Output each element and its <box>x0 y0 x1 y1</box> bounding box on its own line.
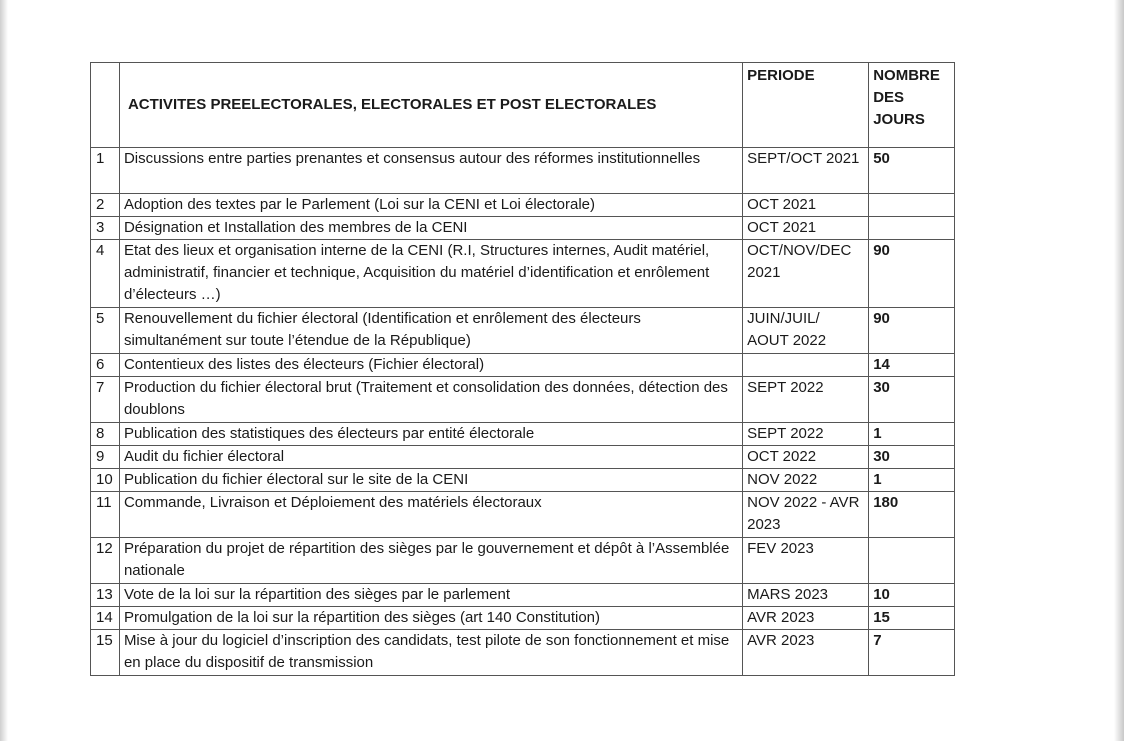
header-num-cell <box>91 63 120 148</box>
row-activity: Promulgation de la loi sur la répartition des sièges (art 140 Constitution) <box>119 607 742 630</box>
row-days: 15 <box>869 607 955 630</box>
row-activity: Discussions entre parties prenantes et consensus autour des réformes institutionnelles <box>119 148 742 194</box>
row-activity: Audit du fichier électoral <box>119 446 742 469</box>
page-edge-left <box>0 0 8 741</box>
row-days: 10 <box>869 584 955 607</box>
row-period: AVR 2023 <box>743 607 869 630</box>
row-activity: Production du fichier électoral brut (Traitement et consolidation des données, détection des doublons <box>119 377 742 423</box>
header-days-line3: JOURS <box>873 111 925 128</box>
row-number: 2 <box>91 194 120 217</box>
row-number: 8 <box>91 423 120 446</box>
row-activity: Mise à jour du logiciel d’inscription des candidats, test pilote de son fonctionnement et mise en place du dispositif de transmission <box>119 630 742 676</box>
row-number: 7 <box>91 377 120 423</box>
table-row <box>91 584 955 607</box>
row-period: NOV 2022 - AVR 2023 <box>743 492 869 538</box>
header-days <box>869 63 955 148</box>
table-row <box>91 148 955 194</box>
table-row <box>91 354 955 377</box>
row-period: OCT 2022 <box>743 446 869 469</box>
row-number: 3 <box>91 217 120 240</box>
table-row <box>91 469 955 492</box>
table-row <box>91 423 955 446</box>
page-edge-right <box>1114 0 1124 741</box>
row-activity: Commande, Livraison et Déploiement des matériels électoraux <box>119 492 742 538</box>
row-number: 10 <box>91 469 120 492</box>
row-days: 180 <box>869 492 955 538</box>
row-days: 30 <box>869 446 955 469</box>
row-number: 15 <box>91 630 120 676</box>
row-period: FEV 2023 <box>743 538 869 584</box>
table-row <box>91 240 955 308</box>
row-days: 14 <box>869 354 955 377</box>
row-period: SEPT/OCT 2021 <box>743 148 869 194</box>
row-number: 4 <box>91 240 120 308</box>
row-days <box>869 538 955 584</box>
header-period: PERIODE <box>743 63 869 148</box>
table-row <box>91 308 955 354</box>
table-header-row <box>91 63 955 148</box>
table-row <box>91 377 955 423</box>
row-period: MARS 2023 <box>743 584 869 607</box>
header-days-line2: DES <box>873 89 905 106</box>
row-number: 14 <box>91 607 120 630</box>
row-days: 90 <box>869 240 955 308</box>
row-period: OCT 2021 <box>743 194 869 217</box>
row-activity: Préparation du projet de répartition des sièges par le gouvernement et dépôt à l’Assemblée nationale <box>119 538 742 584</box>
row-activity: Publication du fichier électoral sur le site de la CENI <box>119 469 742 492</box>
row-period: NOV 2022 <box>743 469 869 492</box>
row-days: 30 <box>869 377 955 423</box>
table-row <box>91 630 955 676</box>
table-title: ACTIVITES PREELECTORALES, ELECTORALES ET POST ELECTORALES <box>119 63 742 148</box>
row-activity: Adoption des textes par le Parlement (Loi sur la CENI et Loi électorale) <box>119 194 742 217</box>
row-number: 9 <box>91 446 120 469</box>
row-period <box>743 354 869 377</box>
row-period: SEPT 2022 <box>743 377 869 423</box>
table-row <box>91 217 955 240</box>
table-row <box>91 538 955 584</box>
electoral-calendar-table <box>90 62 955 676</box>
row-number: 5 <box>91 308 120 354</box>
row-activity: Contentieux des listes des électeurs (Fichier électoral) <box>119 354 742 377</box>
row-period: SEPT 2022 <box>743 423 869 446</box>
row-days <box>869 194 955 217</box>
row-number: 13 <box>91 584 120 607</box>
row-activity: Vote de la loi sur la répartition des sièges par le parlement <box>119 584 742 607</box>
row-days <box>869 217 955 240</box>
row-number: 11 <box>91 492 120 538</box>
row-days: 1 <box>869 469 955 492</box>
row-number: 1 <box>91 148 120 194</box>
row-days: 7 <box>869 630 955 676</box>
row-activity: Publication des statistiques des électeurs par entité électorale <box>119 423 742 446</box>
row-period: AVR 2023 <box>743 630 869 676</box>
header-days-line1: NOMBRE <box>873 67 940 84</box>
row-number: 6 <box>91 354 120 377</box>
row-days: 50 <box>869 148 955 194</box>
table-row <box>91 194 955 217</box>
table-row <box>91 446 955 469</box>
table-row <box>91 607 955 630</box>
table-row <box>91 492 955 538</box>
row-activity: Renouvellement du fichier électoral (Identification et enrôlement des électeurs simultanément sur toute l’étendue de la République) <box>119 308 742 354</box>
row-activity: Désignation et Installation des membres de la CENI <box>119 217 742 240</box>
row-days: 1 <box>869 423 955 446</box>
row-period: JUIN/JUIL/ AOUT 2022 <box>743 308 869 354</box>
row-period: OCT 2021 <box>743 217 869 240</box>
row-activity: Etat des lieux et organisation interne de la CENI (R.I, Structures internes, Audit matériel, administratif, financier et technique, Acquisition du matériel d’identification et enrôlement d’électeurs …) <box>119 240 742 308</box>
row-days: 90 <box>869 308 955 354</box>
row-period: OCT/NOV/DEC 2021 <box>743 240 869 308</box>
row-number: 12 <box>91 538 120 584</box>
